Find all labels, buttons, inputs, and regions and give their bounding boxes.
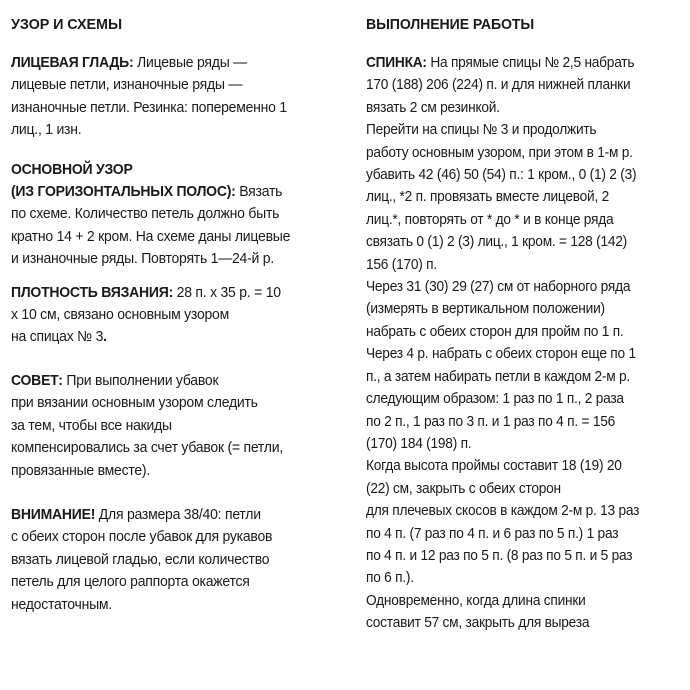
text-run: Перейти на спицы № 3 и продолжить — [366, 122, 597, 139]
text-run: компенсировались за счет убавок (= петли, — [11, 440, 283, 457]
text-run: лицевые петли, изнаночные ряды — — [11, 77, 243, 94]
text-line — [11, 549, 328, 571]
section-stockinette — [11, 52, 328, 142]
text-line — [366, 590, 672, 612]
text-run: Лицевые ряды — — [137, 55, 247, 71]
text-line — [11, 594, 328, 616]
text-run: по 6 п.). — [366, 570, 414, 587]
text-line — [366, 366, 672, 388]
text-line — [11, 392, 328, 414]
text-line — [366, 343, 672, 365]
text-run: связать 0 (1) 2 (3) лиц., 1 кром. = 128 (142) — [366, 234, 628, 251]
term-label: ОСНОВНОЙ УЗОР — [11, 161, 133, 178]
text-run: При выполнении убавок — [66, 372, 219, 389]
text-run: по 4 п. и 12 раз по 5 п. (8 раз по 5 п. и 5 раз — [366, 547, 633, 564]
term-label: ЛИЦЕВАЯ ГЛАДЬ: — [11, 55, 138, 71]
text-run: работу основным узором, при этом в 1-м р. — [366, 144, 633, 161]
text-run: по схеме. Количество петель должно быть — [11, 206, 280, 223]
text-run: провязанные вместе). — [11, 462, 151, 479]
text-run: лиц., 1 изн. — [11, 122, 82, 139]
right-heading: ВЫПОЛНЕНИЕ РАБОТЫ — [366, 16, 535, 33]
text-run: кратно 14 + 2 кром. На схеме даны лицевые — [11, 228, 291, 245]
text-run: недостаточным. — [11, 596, 112, 613]
text-line — [11, 326, 328, 348]
text-run: и изнаночные ряды. Повторять 1—24-й р. — [11, 251, 274, 268]
text-run: Когда высота проймы составит 18 (19) 20 — [366, 458, 622, 475]
left-heading: УЗОР И СХЕМЫ — [11, 16, 122, 33]
term-label: ВНИМАНИЕ! — [11, 506, 99, 523]
text-line — [366, 523, 672, 545]
text-line — [366, 321, 672, 343]
text-line — [11, 437, 328, 459]
text-line — [11, 370, 328, 392]
spacer — [11, 142, 328, 159]
text-line — [366, 97, 672, 119]
spacer — [11, 271, 328, 282]
text-line — [11, 460, 328, 482]
spacer — [11, 349, 328, 370]
text-run: Через 4 р. набрать с обеих сторон еще по 1 — [366, 346, 636, 363]
text-run: 156 (170) п. — [366, 256, 437, 273]
text-run: Для размера 38/40: петли — [98, 506, 261, 523]
text-run: Одновременно, когда длина спинки — [366, 592, 586, 609]
text-line — [366, 388, 672, 410]
text-line — [11, 282, 328, 304]
text-line — [366, 164, 672, 186]
text-run: по 2 п., 1 раз по 3 п. и 1 раз по 4 п. = 156 — [366, 413, 616, 430]
text-run: 170 (188) 206 (224) п. и для нижней планки — [366, 77, 631, 94]
text-line — [366, 231, 672, 253]
text-line — [366, 455, 672, 477]
text-run: лиц.*, повторять от * до * и в конце ряда — [366, 211, 614, 228]
text-line — [366, 433, 672, 455]
text-line — [366, 567, 672, 589]
text-run: петель для целого раппорта окажется — [11, 574, 250, 591]
text-run: по 4 п. (7 раз по 4 п. и 6 раз по 5 п.) 1 раз — [366, 525, 619, 542]
text-line — [11, 97, 328, 119]
text-run: лиц., *2 п. провязать вместе лицевой, 2 — [366, 189, 610, 206]
term-label: ПЛОТНОСТЬ ВЯЗАНИЯ: — [11, 284, 177, 301]
text-run: (170) 184 (198) п. — [366, 435, 472, 452]
text-line — [366, 142, 672, 164]
text-run: за тем, чтобы все накиды — [11, 417, 172, 434]
text-line — [366, 52, 672, 74]
text-line — [11, 119, 328, 141]
text-line — [11, 248, 328, 270]
term-label: СОВЕТ: — [11, 372, 67, 389]
text-run: вязать 2 см резинкой. — [366, 99, 500, 116]
term-label: СПИНКА: — [366, 55, 431, 71]
text-run: следующим образом: 1 раз по 1 п., 2 раза — [366, 391, 624, 408]
text-run: 28 п. х 35 р. = 10 — [176, 284, 281, 301]
section-advice — [11, 370, 328, 482]
text-line — [366, 186, 672, 208]
section-attention — [11, 504, 328, 616]
text-line — [366, 209, 672, 231]
text-line — [366, 545, 672, 567]
text-run: вязать лицевой гладью, если количество — [11, 551, 270, 568]
text-line — [11, 526, 328, 548]
text-line — [11, 74, 328, 96]
section-gauge — [11, 282, 328, 349]
text-run: . — [103, 329, 107, 346]
spacer — [11, 482, 328, 504]
text-run: Вязать — [239, 184, 283, 201]
section-main-pattern — [11, 159, 328, 271]
text-run: (22) см, закрыть с обеих сторон — [366, 480, 561, 497]
text-line — [11, 571, 328, 593]
text-line — [366, 478, 672, 500]
text-line — [366, 74, 672, 96]
text-line — [366, 298, 672, 320]
term-label: (ИЗ ГОРИЗОНТАЛЬНЫХ ПОЛОС): — [11, 184, 240, 201]
right-column — [366, 14, 672, 635]
text-line — [366, 612, 672, 634]
text-run: изнаночные петли. Резинка: попеременно 1 — [11, 99, 287, 116]
text-line — [366, 500, 672, 522]
text-run: На прямые спицы № 2,5 набрать — [430, 55, 635, 71]
left-column — [11, 14, 328, 616]
text-line — [366, 411, 672, 433]
text-line — [11, 159, 328, 181]
text-line — [11, 226, 328, 248]
text-line — [11, 504, 328, 526]
text-run: на спицах № 3 — [11, 329, 104, 346]
text-run: с обеих сторон после убавок для рукавов — [11, 529, 273, 546]
text-line — [11, 415, 328, 437]
section-back-piece — [366, 52, 672, 635]
text-line — [366, 119, 672, 141]
text-run: составит 57 см, закрыть для выреза — [366, 615, 590, 632]
text-line — [11, 203, 328, 225]
text-run: Через 31 (30) 29 (27) см от наборного ряда — [366, 279, 631, 296]
text-line — [366, 276, 672, 298]
text-line — [11, 304, 328, 326]
text-run: набрать с обеих сторон для пройм по 1 п. — [366, 323, 624, 340]
text-run: при вязании основным узором следить — [11, 395, 258, 412]
text-line — [11, 181, 328, 203]
text-run: для плечевых скосов в каждом 2-м р. 13 раз — [366, 503, 640, 520]
text-line — [366, 254, 672, 276]
text-run: п., а затем набирать петли в каждом 2-м р. — [366, 368, 631, 385]
text-line — [11, 52, 328, 74]
text-run: убавить 42 (46) 50 (54) п.: 1 кром., 0 (1) 2 (3) — [366, 167, 637, 184]
text-run: (измерять в вертикальном положении) — [366, 301, 605, 318]
text-run: х 10 см, связано основным узором — [11, 307, 230, 324]
